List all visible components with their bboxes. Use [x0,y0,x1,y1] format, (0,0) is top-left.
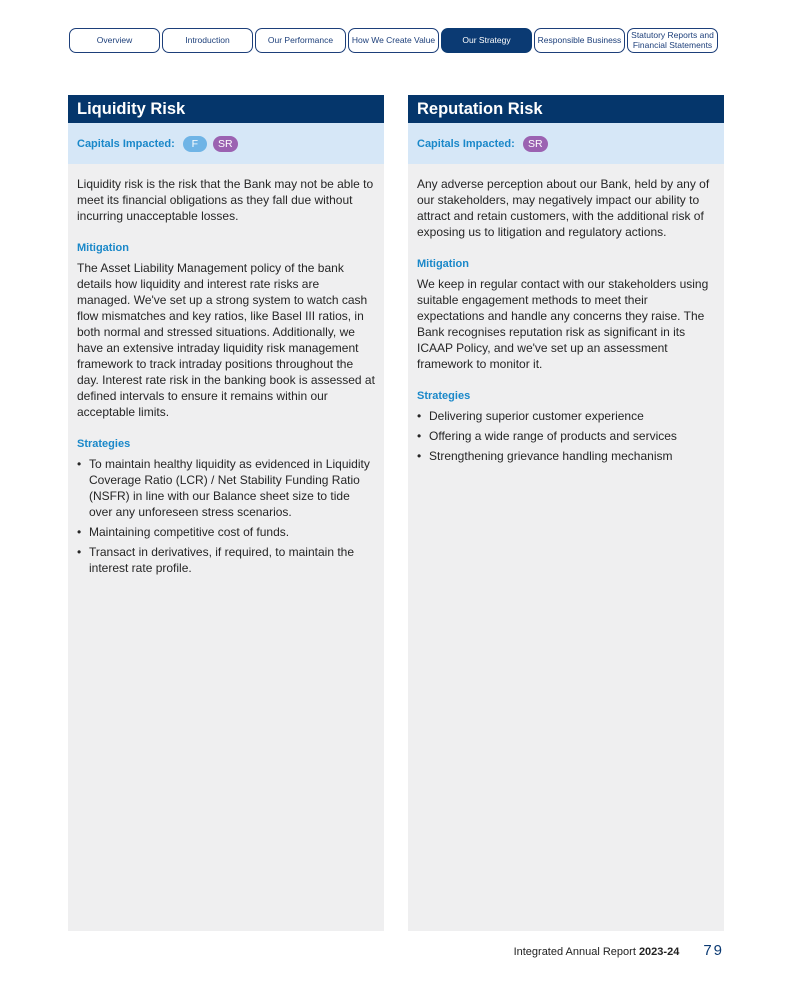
liquidity-risk-card [68,95,384,931]
card-content [68,164,384,576]
strategies-list [417,408,715,464]
tab-overview[interactable]: Overview [69,28,160,53]
tab-statutory-line1: Statutory Reports and [631,30,714,40]
mitigation-paragraph: The Asset Liability Management policy of the bank details how liquidity and interest rate risks are managed. We've set up a strong system to watch cash flow mismatches and key ratios, like Basel III ratios, in both normal and stressed situations. Additionally, we have an extensive intraday liquidity risk management framework to track intraday positions throughout the day. Interest rate risk in the banking book is assessed at defined intervals to ensure it remains within our acceptable limits. [77,261,375,419]
mitigation-heading: Mitigation [77,242,129,254]
tab-statutory-reports[interactable] [627,28,718,53]
capital-badge-sr: SR [523,136,548,152]
list-item: • Strengthening grievance handling mechanism [417,448,715,464]
mitigation-heading: Mitigation [417,258,469,270]
card-title: Liquidity Risk [68,95,384,123]
tab-introduction[interactable]: Introduction [162,28,253,53]
capitals-impacted-row [408,123,724,164]
footer-report-title [514,946,680,958]
capital-badge-sr: SR [213,136,238,152]
capitals-impacted-row [68,123,384,164]
page-number: 79 [703,942,724,959]
capitals-label: Capitals Impacted: [77,137,175,150]
intro-paragraph: Any adverse perception about our Bank, held by any of our stakeholders, may negatively impact our ability to attract and retain customers, with the additional risk of exposing us to litigation and regulatory actions. [417,177,710,239]
top-navigation [69,28,724,53]
capitals-label: Capitals Impacted: [417,137,515,150]
card-content [408,164,724,464]
tab-responsible-business[interactable]: Responsible Business [534,28,625,53]
intro-paragraph: Liquidity risk is the risk that the Bank may not be able to meet its financial obligations as they fall due without incurring unacceptable losses. [77,177,374,223]
mitigation-paragraph: We keep in regular contact with our stakeholders using suitable engagement methods to meet their expectations and handle any concerns they raise. The Bank recognises reputation risk as significant in its ICAAP Policy, and we've set up an assessment framework to monitor it. [417,277,709,371]
strategies-heading: Strategies [77,438,131,450]
card-title: Reputation Risk [408,95,724,123]
tab-our-performance[interactable]: Our Performance [255,28,346,53]
reputation-risk-card [408,95,724,931]
tab-statutory-line2: Financial Statements [632,39,713,50]
strategies-list [77,456,375,576]
list-item: • To maintain healthy liquidity as evidenced in Liquidity Coverage Ratio (LCR) / Net Stability Funding Ratio (NSFR) in line with our Balance sheet size to tide over any unforeseen stress scenarios. [77,456,375,520]
strategies-heading: Strategies [417,390,471,402]
list-item: • Delivering superior customer experience [417,408,715,424]
footer-report-name: Integrated Annual Report [513,946,636,958]
page-footer [514,942,724,959]
footer-report-year: 2023-24 [638,946,680,958]
tab-our-strategy[interactable]: Our Strategy [441,28,532,53]
list-item: • Maintaining competitive cost of funds. [77,524,375,540]
list-item: • Transact in derivatives, if required, to maintain the interest rate profile. [77,544,375,576]
list-item: • Offering a wide range of products and services [417,428,715,444]
capital-badge-f: F [183,136,207,152]
tab-how-we-create-value[interactable]: How We Create Value [348,28,439,53]
